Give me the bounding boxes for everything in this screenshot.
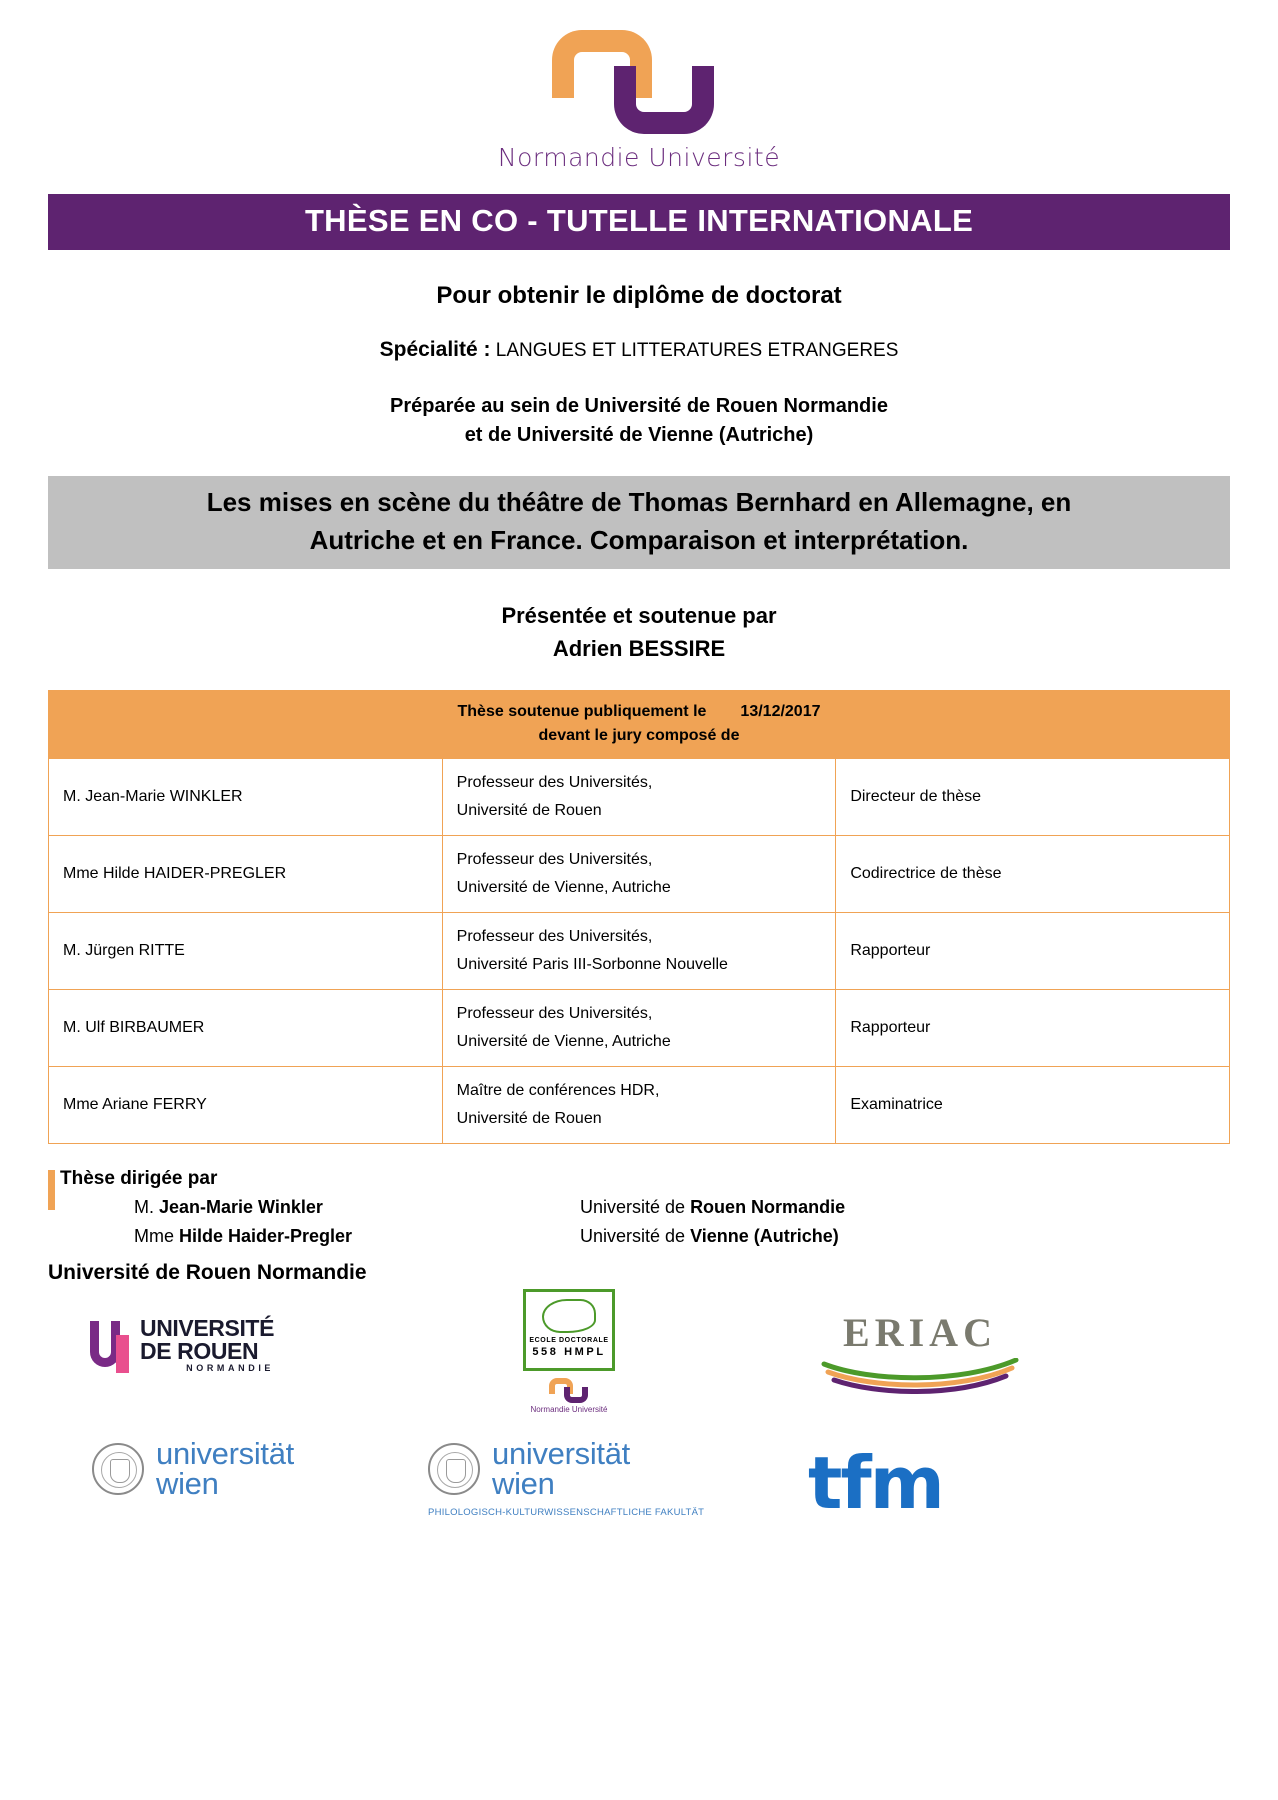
jury-member-role: Rapporteur (836, 990, 1230, 1067)
jury-member-name: Mme Hilde HAIDER-PREGLER (49, 836, 443, 913)
ecole-doctorale-caption: ECOLE DOCTORALE (529, 1336, 609, 1344)
direction-row (60, 1193, 1278, 1222)
table-row (49, 836, 1230, 913)
table-row (49, 990, 1230, 1067)
normandie-wordmark: Normandie Université (497, 143, 781, 172)
ecole-doctorale-logo (523, 1289, 615, 1414)
logo-purple-arch-icon (614, 66, 714, 134)
wien-seal-icon (92, 1443, 144, 1495)
jury-header-cell (49, 691, 1230, 759)
codirector-univ-name: Vienne (Autriche) (690, 1226, 839, 1247)
wien-faculty-wordmark (492, 1435, 630, 1502)
thesis-title-block (48, 476, 1230, 569)
rouen-u-icon (90, 1317, 134, 1373)
speciality-value: LANGUES ET LITTERATURES ETRANGERES (495, 340, 899, 361)
prepared-line-1: Préparée au sein de Université de Rouen Normandie (390, 395, 888, 417)
wien-faculty-subtitle: PHILOLOGISCH-KULTURWISSENSCHAFTLICHE FAKULTÄT (428, 1506, 705, 1518)
director-prefix: M. (134, 1197, 159, 1218)
affiliation-line-1: Professeur des Universités, (456, 1005, 653, 1023)
codirector-prefix: Mme (134, 1226, 179, 1247)
eriac-wordmark: ERIAC (843, 1309, 997, 1355)
footer-logos-row-1 (0, 1289, 1278, 1429)
ecole-doctorale-code: 558 HMPL (532, 1345, 606, 1358)
codirector-name (60, 1222, 580, 1251)
prepared-at-block (0, 392, 1278, 450)
jury-member-affiliation (442, 759, 836, 836)
director-univ-name: Rouen Normandie (690, 1197, 846, 1218)
codirector-univ-prefix: Université de (580, 1226, 691, 1247)
jury-member-role: Codirectrice de thèse (836, 836, 1230, 913)
jury-member-affiliation (442, 836, 836, 913)
tfm-logo: tfm (808, 1440, 943, 1525)
jury-member-affiliation (442, 913, 836, 990)
director-univ-prefix: Université de (580, 1197, 691, 1218)
jury-table (48, 690, 1230, 1144)
affiliation-line-2: Université de Rouen (456, 802, 602, 820)
presented-by-block (0, 599, 1278, 665)
direction-row (60, 1222, 1278, 1251)
affiliation-line-1: Professeur des Universités, (456, 851, 653, 869)
speciality-label: Spécialité : (379, 338, 491, 361)
affiliation-line-2: Université Paris III-Sorbonne Nouvelle (456, 956, 728, 974)
director-name (60, 1193, 580, 1222)
normandie-logo-mark (552, 30, 727, 135)
normandy-map-icon (542, 1299, 596, 1333)
rouen-line-2: DE ROUEN (140, 1338, 259, 1365)
table-row (49, 1067, 1230, 1144)
codirector-university (580, 1222, 839, 1251)
affiliation-line-1: Maître de conférences HDR, (456, 1082, 660, 1100)
rouen-line-1: UNIVERSITÉ (140, 1314, 275, 1341)
ecole-doctorale-wordmark: Normandie Université (530, 1404, 608, 1414)
jury-member-name: Mme Ariane FERRY (49, 1067, 443, 1144)
jury-member-role: Examinatrice (836, 1067, 1230, 1144)
direction-title: Thèse dirigée par (60, 1168, 218, 1190)
prepared-line-2: et de Université de Vienne (Autriche) (464, 424, 814, 446)
mini-purple-arch-icon (564, 1387, 588, 1403)
wien-line-1: universität (156, 1435, 294, 1471)
jury-header-bottom: devant le jury composé de (538, 727, 740, 745)
footer-logos-row-2 (0, 1431, 1278, 1551)
jury-defense-label: Thèse soutenue publiquement le (457, 703, 707, 721)
jury-header-top (55, 700, 1223, 724)
presented-by-label: Présentée et soutenue par (501, 603, 777, 629)
affiliation-line-2: Université de Vienne, Autriche (456, 1033, 671, 1051)
author-name: Adrien BESSIRE (552, 636, 726, 662)
eriac-swoosh-icon (820, 1358, 1020, 1394)
jury-member-affiliation (442, 990, 836, 1067)
codirector-person: Hilde Haider-Pregler (179, 1226, 353, 1247)
jury-member-name: M. Jean-Marie WINKLER (49, 759, 443, 836)
director-university (580, 1193, 845, 1222)
wien-wordmark (156, 1435, 294, 1502)
affiliation-line-2: Université de Rouen (456, 1110, 602, 1128)
jury-member-affiliation (442, 1067, 836, 1144)
jury-table-header-row (49, 691, 1230, 759)
affiliation-line-1: Professeur des Universités, (456, 774, 653, 792)
jury-member-name: M. Jürgen RITTE (49, 913, 443, 990)
director-person: Jean-Marie Winkler (159, 1197, 323, 1218)
wien-faculty-line-1: universität (492, 1435, 630, 1471)
wien-line-2: wien (156, 1466, 219, 1502)
diploma-line: Pour obtenir le diplôme de doctorat (436, 282, 842, 309)
universitat-wien-faculty-logo (428, 1435, 705, 1518)
thesis-title-line-1: Les mises en scène du théâtre de Thomas Bernhard en Allemagne, en (206, 487, 1072, 517)
wien-faculty-main (428, 1435, 704, 1502)
rouen-pink-bar-icon (116, 1335, 129, 1373)
affiliation-line-1: Professeur des Universités, (456, 928, 653, 946)
normandie-universite-logo (0, 0, 1278, 172)
table-row (49, 759, 1230, 836)
rouen-wordmark (140, 1314, 275, 1373)
eriac-logo (820, 1309, 1020, 1394)
thesis-direction-block (48, 1168, 1278, 1251)
affiliation-line-2: Université de Vienne, Autriche (456, 879, 671, 897)
jury-member-role: Directeur de thèse (836, 759, 1230, 836)
normandie-mini-logo-icon (549, 1378, 589, 1403)
thesis-type-banner: THÈSE EN CO - TUTELLE INTERNATIONALE (48, 194, 1230, 250)
table-row (49, 913, 1230, 990)
universitat-wien-logo (92, 1435, 294, 1502)
speciality-line (0, 338, 1278, 362)
rouen-normandie-heading: Université de Rouen Normandie (48, 1260, 367, 1284)
jury-member-role: Rapporteur (836, 913, 1230, 990)
ecole-doctorale-box (523, 1289, 615, 1371)
rouen-line-3: NORMANDIE (186, 1362, 275, 1373)
ecole-doctorale-normandie-logo (523, 1378, 615, 1414)
jury-member-name: M. Ulf BIRBAUMER (49, 990, 443, 1067)
wien-faculty-seal-icon (428, 1443, 480, 1495)
wien-faculty-line-2: wien (492, 1466, 555, 1502)
thesis-title-line-2: Autriche et en France. Comparaison et interprétation. (309, 524, 969, 555)
jury-defense-date: 13/12/2017 (740, 703, 821, 721)
direction-accent-bar (48, 1170, 55, 1210)
universite-rouen-logo (90, 1314, 275, 1373)
